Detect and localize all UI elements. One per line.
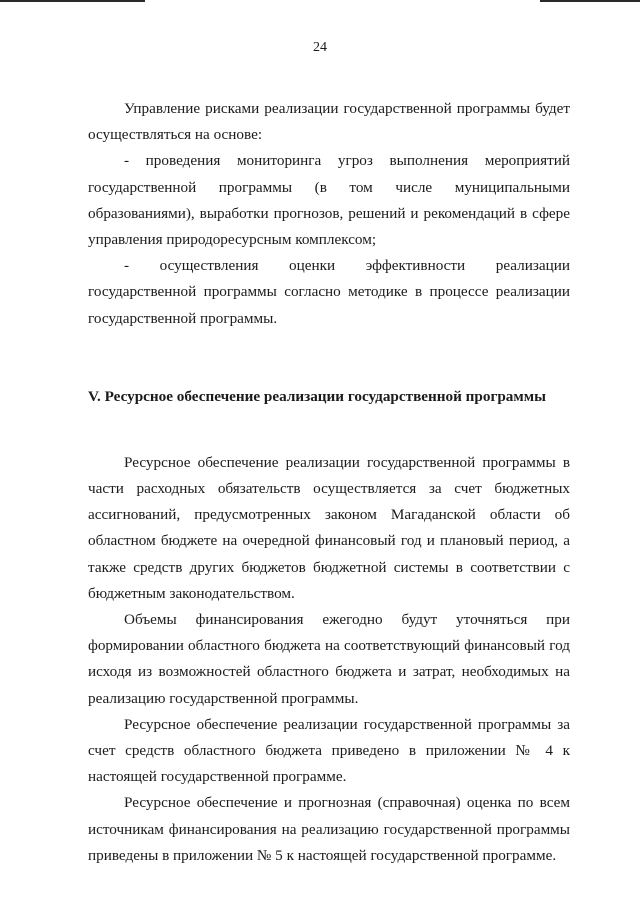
resource-paragraph-volumes: Объемы финансирования ежегодно будут уточняться при формировании областного бюджета на соответствующий финансовый год исходя из возможностей областного бюджета и затрат, необходимых на реализацию государственной программы.	[88, 611, 570, 707]
section-heading: V. Ресурсное обеспечение реализации государственной программы	[88, 387, 546, 405]
scan-edge-right	[540, 0, 640, 2]
risk-intro-paragraph: Управление рисками реализации государственной программы будет осуществляться на основе:	[88, 100, 570, 144]
scan-edge-left	[0, 0, 145, 2]
resource-paragraph-appendix-4: Ресурсное обеспечение реализации государственной программы за счет средств областного бюджета приведено в приложении № 4 к настоящей государственной программе.	[88, 715, 570, 786]
risk-list-item-evaluation: - осуществления оценки эффективности реализации государственной программы согласно методике в процессе реализации государственной программы.	[88, 257, 570, 327]
risk-list-item-monitoring: - проведения мониторинга угроз выполнения мероприятий государственной программы (в том числе муниципальными образованиями), выработки прогнозов, решений и рекомендаций в сфере управления природоресурсным комплексом;	[88, 152, 570, 249]
document-body	[88, 96, 570, 869]
page-number: 24	[313, 40, 327, 55]
resource-paragraph-appendix-5: Ресурсное обеспечение и прогнозная (справочная) оценка по всем источникам финансирования на реализацию государственной программы приведены в приложении № 5 к настоящей государственной программе.	[88, 794, 570, 864]
resource-paragraph-budget: Ресурсное обеспечение реализации государственной программы в части расходных обязательств осуществляется за счет бюджетных ассигнований, предусмотренных законом Магаданской области об областном бюджете на очередной финансовый год и плановый период, а также средств других бюджетов бюджетной системы в соответствии с бюджетным законодательством.	[88, 453, 570, 602]
